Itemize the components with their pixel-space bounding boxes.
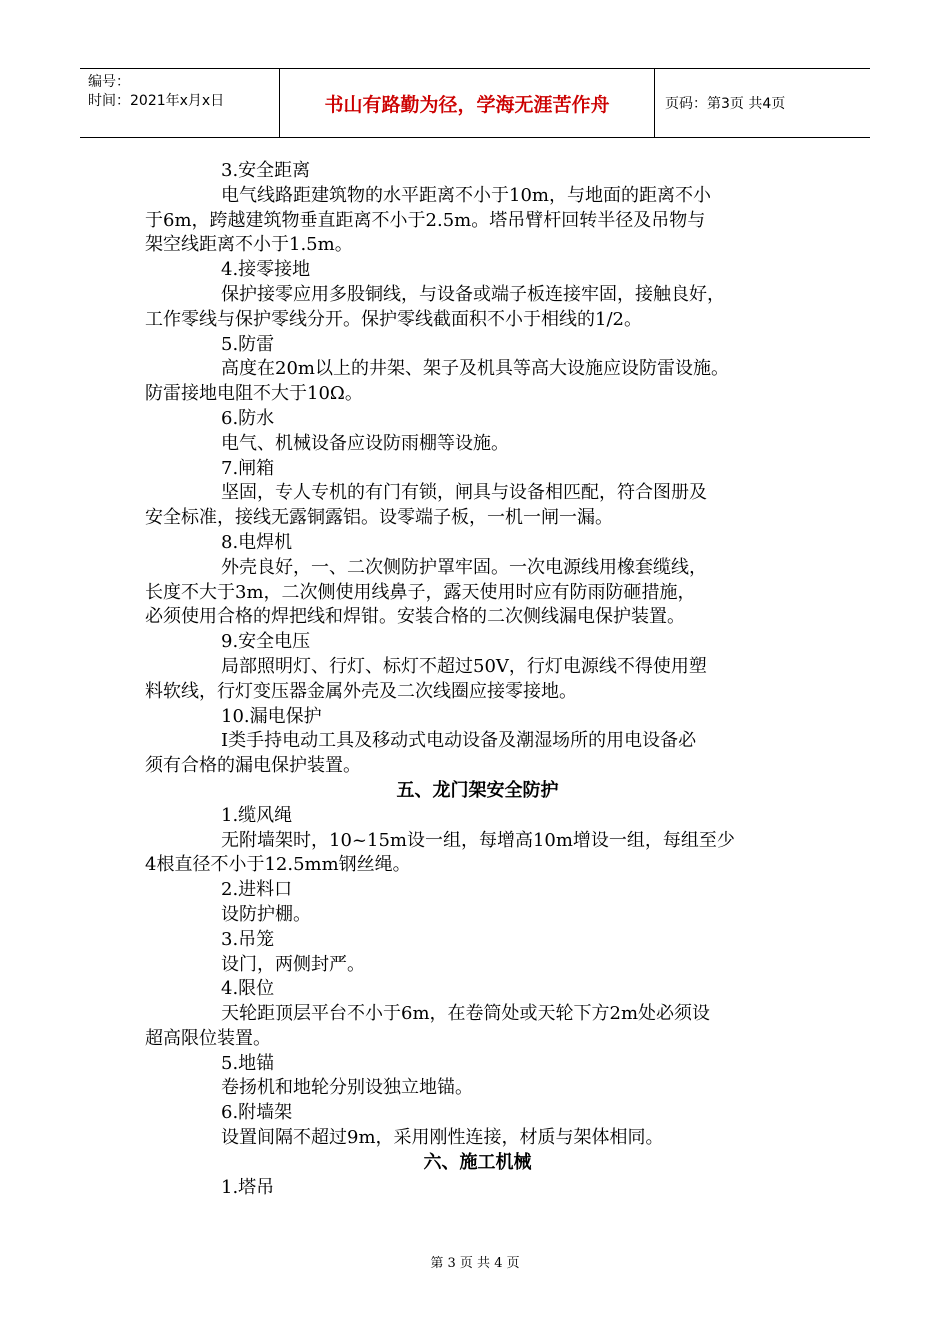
body-line: 2.进料口 — [221, 879, 293, 901]
body-line: 设置间隔不超过9m，采用刚性连接，材质与架体相同。 — [221, 1127, 664, 1149]
header-motto: 书山有路勤为径，学海无涯苦作舟 — [280, 69, 655, 137]
body-line: 电气、机械设备应设防雨棚等设施。 — [221, 432, 509, 454]
body-line: 5.地锚 — [221, 1052, 275, 1074]
body-line: 4.接零接地 — [221, 259, 311, 281]
body-line: 设防护棚。 — [221, 903, 311, 925]
body-line: 4根直径不小于12.5mm钢丝绳。 — [145, 854, 411, 876]
body-line: 长度不大于3m，二次侧使用线鼻子，露天使用时应有防雨防砸措施， — [145, 581, 696, 603]
header-meta — [80, 69, 280, 137]
document-date: 时间：2021年x月x日 — [88, 93, 225, 109]
header-page-info: 页码：第3页 共4页 — [665, 96, 786, 112]
section-heading: 五、龙门架安全防护 — [396, 779, 559, 801]
body-line: 1.塔吊 — [221, 1176, 275, 1198]
body-line: 保护接零应用多股铜线，与设备或端子板连接牢固，接触良好， — [221, 283, 725, 305]
body-line: 必须使用合格的焊把线和焊钳。安装合格的二次侧线漏电保护装置。 — [145, 606, 685, 628]
body-line: 9.安全电压 — [221, 631, 311, 653]
body-line: 卷扬机和地轮分别设独立地锚。 — [221, 1077, 473, 1099]
body-line: 超高限位装置。 — [145, 1027, 271, 1049]
page-header — [80, 68, 870, 138]
document-body — [145, 159, 810, 1200]
body-line: 6.附墙架 — [221, 1102, 293, 1124]
body-line: 设门，两侧封严。 — [221, 953, 365, 975]
body-line: 于6m，跨越建筑物垂直距离不小于2.5m。塔吊臂杆回转半径及吊物与 — [145, 209, 706, 231]
section-heading: 六、施工机械 — [423, 1151, 532, 1173]
body-line: I类手持电动工具及移动式电动设备及潮湿场所的用电设备必 — [221, 730, 697, 752]
body-line: 工作零线与保护零线分开。保护零线截面积不小于相线的1/2。 — [145, 308, 642, 330]
body-line: 6.防水 — [221, 407, 275, 429]
body-line: 局部照明灯、行灯、标灯不超过50V，行灯电源线不得使用塑 — [221, 655, 707, 677]
body-line: 10.漏电保护 — [221, 705, 322, 727]
body-line: 架空线距离不小于1.5m。 — [145, 234, 353, 256]
body-line: 4.限位 — [221, 978, 275, 1000]
body-line: 须有合格的漏电保护装置。 — [145, 755, 361, 777]
body-line: 3.吊笼 — [221, 928, 275, 950]
body-line: 1.缆风绳 — [221, 804, 293, 826]
body-line: 防雷接地电阻不大于10Ω。 — [145, 383, 363, 405]
body-line: 高度在20m以上的井架、架子及机具等高大设施应设防雷设施。 — [221, 358, 729, 380]
body-line: 7.闸箱 — [221, 457, 275, 479]
body-line: 料软线，行灯变压器金属外壳及二次线圈应接零接地。 — [145, 680, 577, 702]
page-footer: 第 3 页 共 4 页 — [430, 1256, 520, 1271]
document-number-label: 编号： — [88, 74, 130, 90]
body-line: 无附墙架时，10~15m设一组，每增高10m增设一组，每组至少 — [221, 829, 735, 851]
body-line: 电气线路距建筑物的水平距离不小于10m，与地面的距离不小 — [221, 184, 711, 206]
body-line: 3.安全距离 — [221, 160, 311, 181]
body-line: 8.电焊机 — [221, 531, 293, 553]
body-line: 5.防雷 — [221, 333, 275, 355]
body-line: 外壳良好，一、二次侧防护罩牢固。一次电源线用橡套缆线， — [221, 556, 707, 578]
body-line: 天轮距顶层平台不小于6m，在卷筒处或天轮下方2m处必须设 — [221, 1003, 711, 1025]
body-line: 坚固，专人专机的有门有锁，闸具与设备相匹配，符合图册及 — [221, 482, 707, 504]
body-line: 安全标准，接线无露铜露铝。设零端子板，一机一闸一漏。 — [145, 507, 613, 529]
